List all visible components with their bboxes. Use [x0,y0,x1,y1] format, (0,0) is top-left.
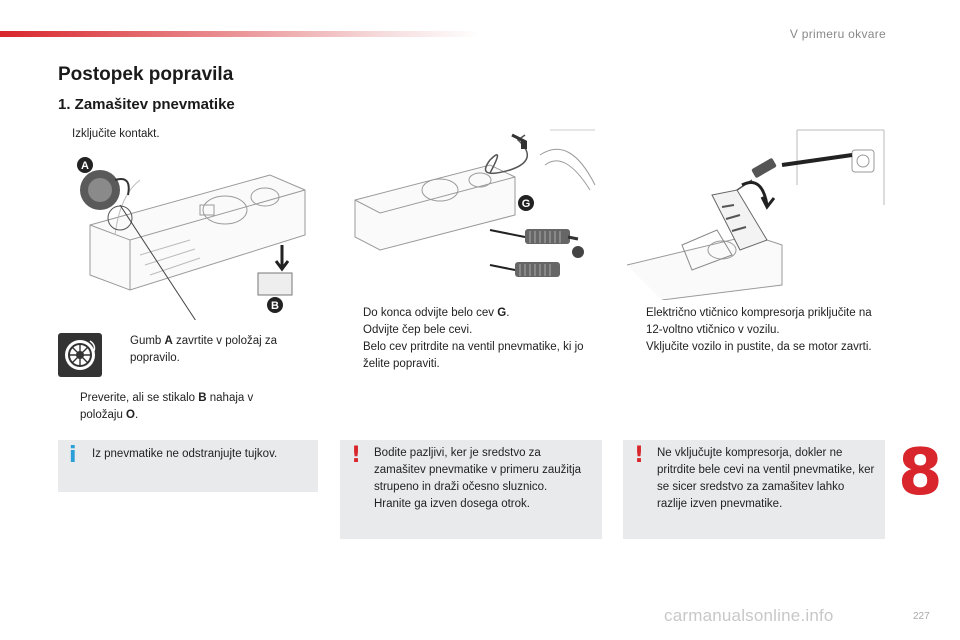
middle-steps-list [341,305,603,373]
step-plug-12v: Električno vtičnico kompresorja priključite na 12-voltno vtičnico v vozilu. [646,307,872,336]
warning-note-sealant [340,440,602,539]
warning-icon: ! [351,443,362,468]
tyre-repair-icon [58,333,102,377]
page-number: 227 [913,611,930,622]
page-title: Postopek popravila [58,64,234,85]
step-rotate-knob-a: Gumb A zavrtite v položaj za popravilo. [130,335,278,364]
info-icon: i [69,443,77,468]
watermark: carmanualsonline.info [664,606,834,625]
header-accent-bar [0,31,480,37]
step-unscrew-cap: Odvijte čep bele cevi. [363,324,473,336]
section-subtitle: 1. Zamašitev pnevmatike [58,96,235,113]
step-start-engine: Vključite vozilo in pustite, da se motor zavrti. [646,341,872,353]
section-header: V primeru okvare [789,27,886,41]
right-steps-list [624,305,886,356]
label-g: G [521,198,531,210]
chapter-number: 8 [898,436,943,510]
warning-note-compressor [623,440,885,539]
step-switch-off: Izključite kontakt. [72,128,160,140]
warning-note-sealant-text: Bodite pazljivi, ker je sredstvo za zamašitev pnevmatike v primeru zaužitja strupeno in draži očesno sluznico. Hranite ga izven dosega otrok. [374,447,582,510]
label-b: B [271,300,279,312]
compressor-kit-illustration [60,145,320,320]
step-attach-hose-valve: Belo cev pritrdite na ventil pnevmatike, ki jo želite popraviti. [363,341,584,370]
info-note [58,440,318,492]
step-unwind-hose-g: Do konca odvijte belo cev G. [363,307,510,319]
step-check-switch-b: Preverite, ali se stikalo B nahaja v položaju O. [80,392,254,421]
label-a: A [81,160,89,172]
hose-illustration [340,125,602,300]
warning-icon: ! [634,443,645,468]
info-note-text: Iz pnevmatike ne odstranjujte tujkov. [92,448,278,460]
power-plug-illustration [622,125,886,300]
warning-note-compressor-text: Ne vključujte kompresorja, dokler ne pritrdite bele cevi na ventil pnevmatike, ker se sicer sredstvo za zamašitev lahko razlije izven pnevmatike. [657,447,875,510]
